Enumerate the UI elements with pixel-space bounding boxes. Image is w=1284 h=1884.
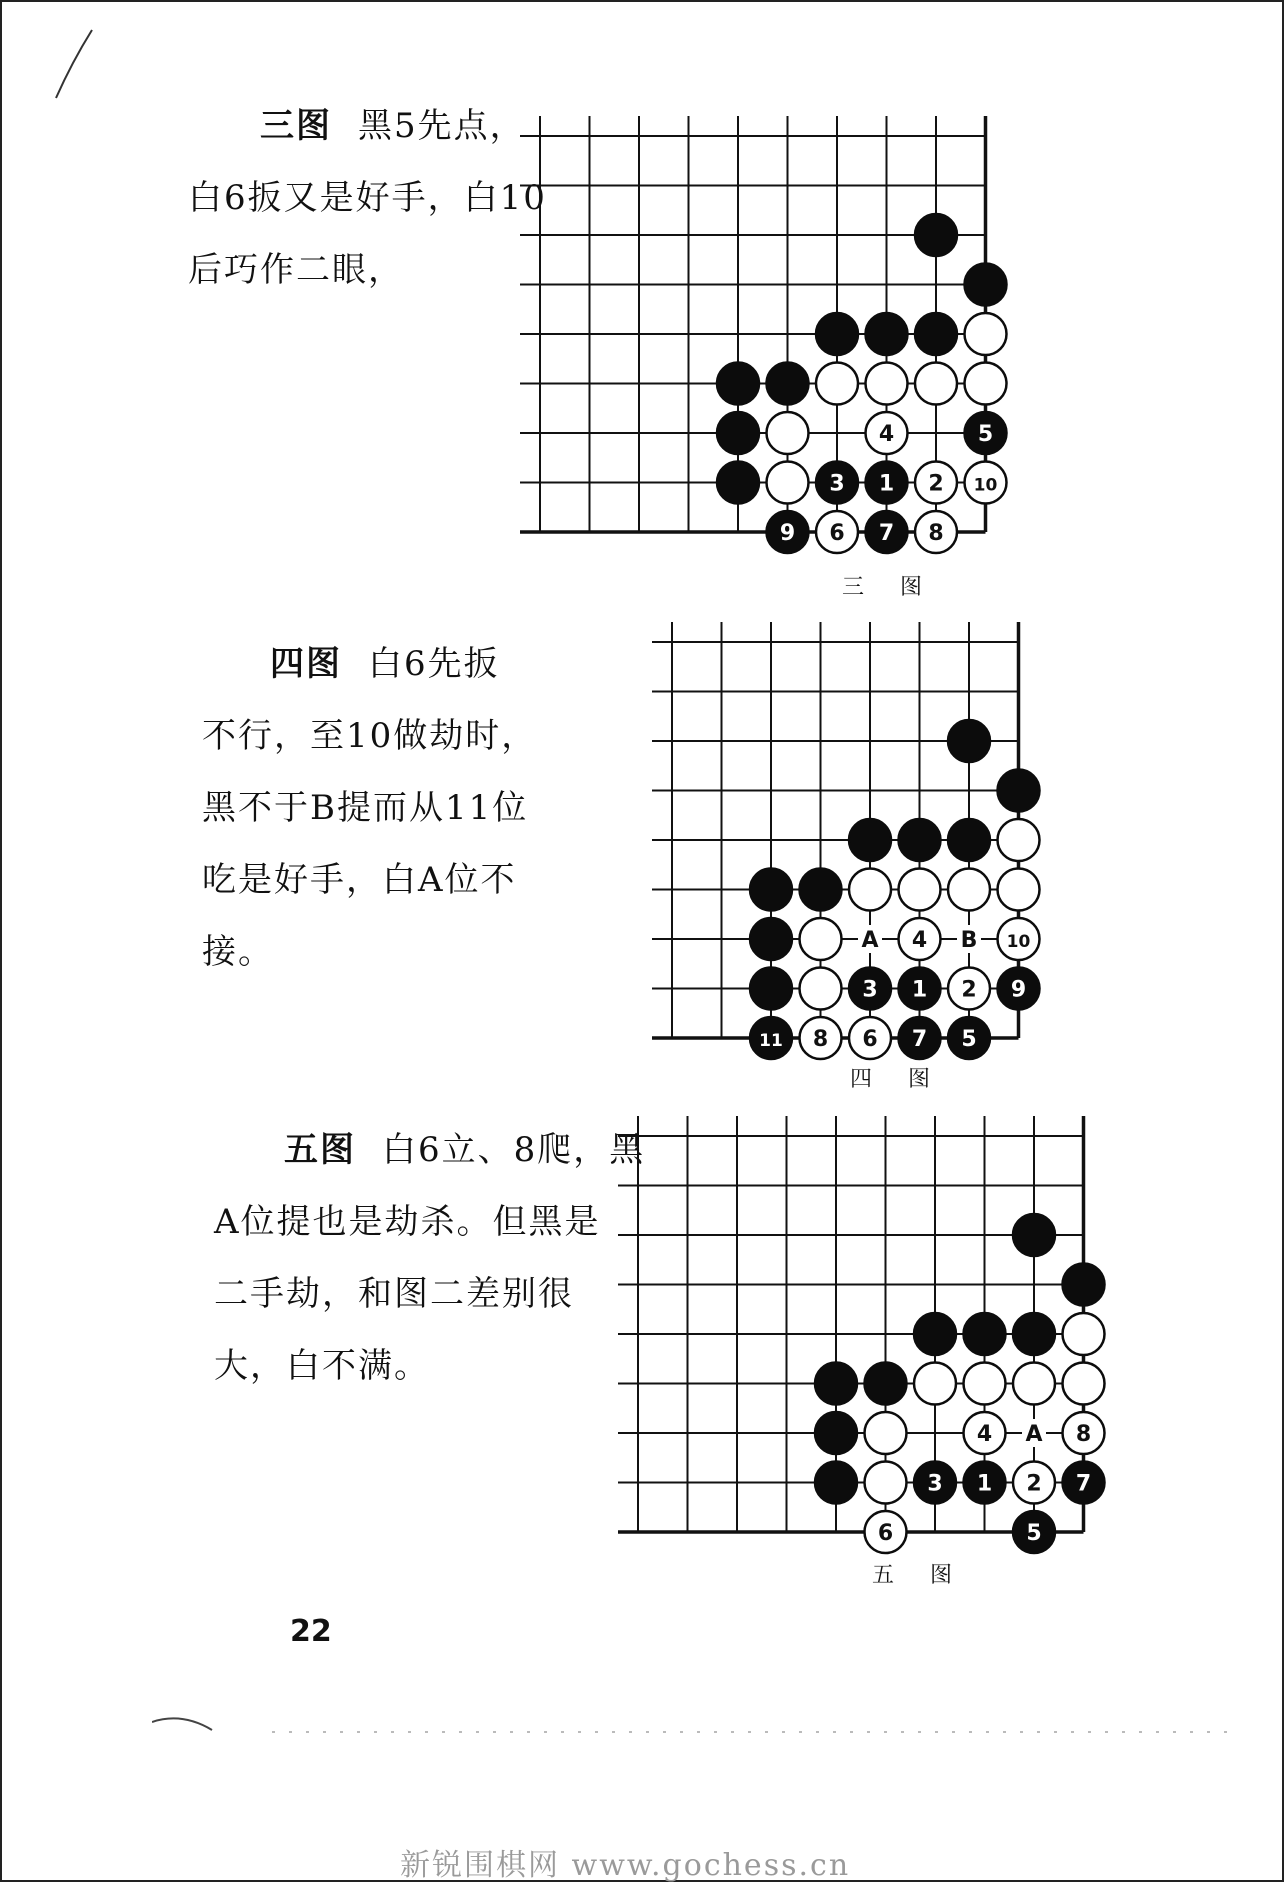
fig4-line-5: 接。: [202, 932, 274, 972]
white-stone: [965, 363, 1007, 405]
black-stone: [750, 968, 792, 1010]
fig3-line-3: 后巧作二眼，: [188, 250, 404, 290]
stone-move-number: 3: [927, 1471, 943, 1497]
fig4-line-1: 白6先扳: [368, 644, 500, 684]
stone-move-number: 5: [977, 422, 994, 447]
fig4-caption: 四图: [850, 1067, 967, 1092]
stone-move-number: 1: [911, 977, 928, 1003]
white-stone: [914, 1363, 956, 1405]
black-stone: [965, 264, 1007, 306]
black-stone: [750, 869, 792, 911]
footer-watermark: 新锐围棋网 www.gochess.cn: [400, 1848, 851, 1883]
black-stone: [816, 313, 858, 355]
stone-move-number: 1: [878, 471, 895, 497]
black-stone: [815, 1363, 857, 1405]
black-stone: [1063, 1264, 1105, 1306]
fig5-heading: 五图: [284, 1130, 356, 1170]
white-stone: [865, 1412, 907, 1454]
stone-move-number: 7: [1075, 1471, 1092, 1497]
white-stone: [948, 869, 990, 911]
black-stone: [964, 1313, 1006, 1355]
white-stone: [998, 819, 1040, 861]
black-stone: [915, 214, 957, 256]
white-stone: [866, 363, 908, 405]
fig4-heading: 四图: [270, 644, 342, 684]
black-stone: [899, 819, 941, 861]
black-stone: [750, 918, 792, 960]
stone-move-number: 2: [961, 977, 977, 1003]
stone-move-number: 2: [1026, 1471, 1042, 1497]
black-stone: [866, 313, 908, 355]
stone-move-number: 2: [928, 471, 944, 497]
black-stone: [717, 462, 759, 504]
stone-move-number: 10: [973, 475, 998, 496]
stone-move-number: 3: [862, 977, 878, 1003]
stone-move-number: 3: [829, 471, 845, 497]
black-stone: [1013, 1214, 1055, 1256]
black-stone: [865, 1363, 907, 1405]
white-stone: [800, 918, 842, 960]
white-stone: [964, 1363, 1006, 1405]
fig4-point-label: B: [960, 928, 978, 953]
black-stone: [815, 1412, 857, 1454]
stone-move-number: 4: [976, 1422, 993, 1447]
stone-move-number: 11: [759, 1031, 783, 1051]
stone-move-number: 4: [911, 928, 928, 953]
black-stone: [767, 363, 809, 405]
stone-move-number: 10: [1006, 932, 1031, 952]
stone-move-number: 5: [1026, 1521, 1042, 1546]
stone-move-number: 4: [878, 422, 895, 447]
fig5-board: [618, 1116, 1105, 1553]
black-stone: [914, 1313, 956, 1355]
white-stone: [1063, 1313, 1105, 1355]
white-stone: [849, 869, 891, 911]
black-stone: [915, 313, 957, 355]
fig3-line-2: 白6扳又是好手，白10: [188, 178, 547, 218]
scan-stroke-mark: [42, 22, 102, 102]
fig5-point-label: A: [1025, 1422, 1043, 1447]
stone-move-number: 7: [878, 521, 895, 546]
stone-move-number: 9: [1010, 977, 1027, 1003]
stone-move-number: 1: [976, 1471, 993, 1497]
black-stone: [1013, 1313, 1055, 1355]
white-stone: [1063, 1363, 1105, 1405]
fig4-board: [652, 622, 1040, 1059]
fig3-caption: 三图: [842, 575, 959, 600]
black-stone: [815, 1462, 857, 1504]
black-stone: [800, 869, 842, 911]
black-stone: [948, 720, 990, 762]
fig3-line-1: 黑5先点，: [358, 106, 526, 146]
fig4-line-4: 吃是好手，白A位不: [202, 860, 517, 900]
white-stone: [767, 462, 809, 504]
page-number: 22: [290, 1614, 332, 1649]
white-stone: [965, 313, 1007, 355]
stone-move-number: 8: [812, 1027, 829, 1052]
white-stone: [767, 412, 809, 454]
stone-move-number: 8: [928, 521, 944, 546]
scan-noise-line: [152, 1702, 1232, 1742]
fig5-line-3: 二手劫，和图二差别很: [214, 1274, 574, 1314]
black-stone: [849, 819, 891, 861]
black-stone: [948, 819, 990, 861]
go-diagrams: [2, 2, 1284, 1884]
fig4-point-label: A: [861, 928, 879, 953]
fig4-line-2: 不行，至10做劫时，: [202, 716, 538, 756]
stone-move-number: 7: [911, 1027, 928, 1052]
white-stone: [800, 968, 842, 1010]
fig5-line-4: 大，白不满。: [214, 1346, 430, 1386]
stone-move-number: 8: [1075, 1422, 1092, 1447]
stone-move-number: 5: [961, 1027, 977, 1052]
fig5-caption: 五图: [872, 1563, 989, 1588]
fig5-line-2: A位提也是劫杀。但黑是: [214, 1202, 601, 1242]
fig3-board: [520, 116, 1007, 553]
stone-move-number: 9: [779, 521, 796, 546]
black-stone: [717, 363, 759, 405]
white-stone: [998, 869, 1040, 911]
black-stone: [998, 770, 1040, 812]
white-stone: [816, 363, 858, 405]
fig5-line-1: 白6立、8爬，黑: [382, 1130, 646, 1170]
stone-move-number: 6: [862, 1027, 878, 1052]
fig3-heading: 三图: [260, 106, 332, 146]
white-stone: [915, 363, 957, 405]
white-stone: [1013, 1363, 1055, 1405]
black-stone: [717, 412, 759, 454]
stone-move-number: 6: [829, 521, 845, 546]
fig4-line-3: 黑不于B提而从11位: [202, 788, 529, 828]
white-stone: [865, 1462, 907, 1504]
white-stone: [899, 869, 941, 911]
stone-move-number: 6: [877, 1521, 894, 1546]
